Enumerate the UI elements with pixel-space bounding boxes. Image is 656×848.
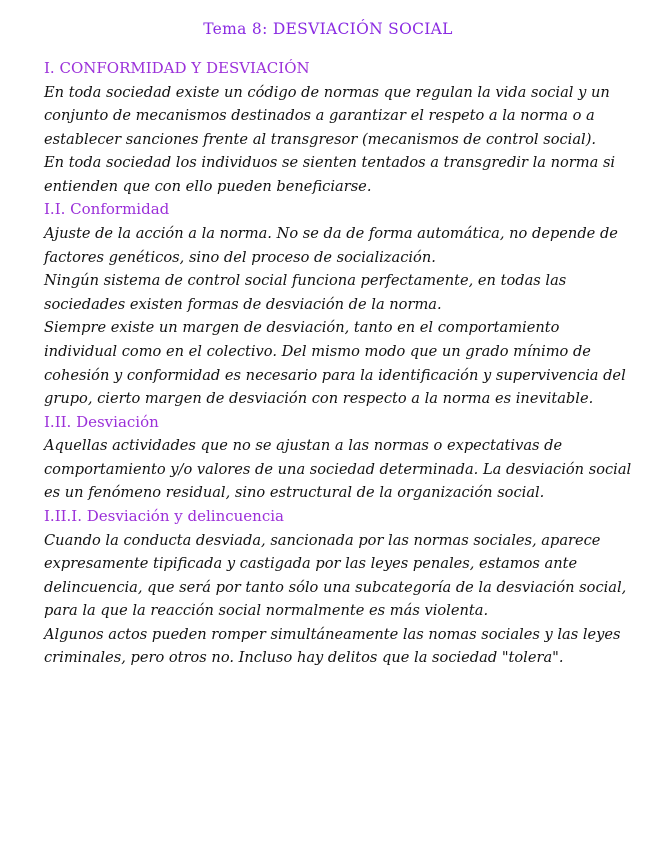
paragraph: Ningún sistema de control social funciona perfectamente, en todas las sociedades existen formas de desviación de la norma. [44, 272, 567, 313]
section-heading-conformidad-desviacion: I. CONFORMIDAD Y DESVIACIÓN [44, 59, 310, 77]
section-heading-conformidad: I.I. Conformidad [44, 200, 170, 219]
section-heading-desviacion: I.II. Desviación [44, 412, 159, 431]
paragraph: Aquellas actividades que no se ajustan a las normas o expectativas de comportamiento y/o valores de una sociedad determinada. La desviación social es un fenómeno residual, sino estructural de la organización social. [44, 437, 632, 502]
paragraph: En toda sociedad existe un código de normas que regulan la vida social y un conjunto de mecanismos destinados a garantizar el respeto a la norma o a establecer sanciones frente al transgresor (mecanismos de control social). [44, 83, 610, 148]
page-title: Tema 8: DESVIACIÓN SOCIAL [203, 20, 453, 38]
section-heading-desviacion-delincuencia: I.II.I. Desviación y delincuencia [44, 507, 284, 525]
document-body [44, 57, 634, 670]
paragraph: Siempre existe un margen de desviación, tanto en el comportamiento individual como en el colectivo. Del mismo modo que un grado mínimo de cohesión y conformidad es necesario para la identificación y supervivencia del grupo, cierto margen de desviación con respecto a la norma es inevitable. [44, 319, 626, 408]
paragraph: En toda sociedad los individuos se sienten tentados a transgredir la norma si entienden que con ello pueden beneficiarse. [44, 154, 616, 195]
paragraph: Ajuste de la acción a la norma. No se da de forma automática, no depende de factores genéticos, sino del proceso de socialización. [44, 224, 618, 266]
paragraph: Algunos actos pueden romper simultáneamente las nomas sociales y las leyes criminales, pero otros no. Incluso hay delitos que la sociedad "tolera". [44, 625, 621, 667]
paragraph: Cuando la conducta desviada, sancionada por las normas sociales, aparece expresamente tipificada y castigada por las leyes penales, estamos ante delincuencia, que será por tanto sólo una subcategoría de la desviación social, para la que la reacción social normalmente es más violenta. [44, 531, 627, 620]
